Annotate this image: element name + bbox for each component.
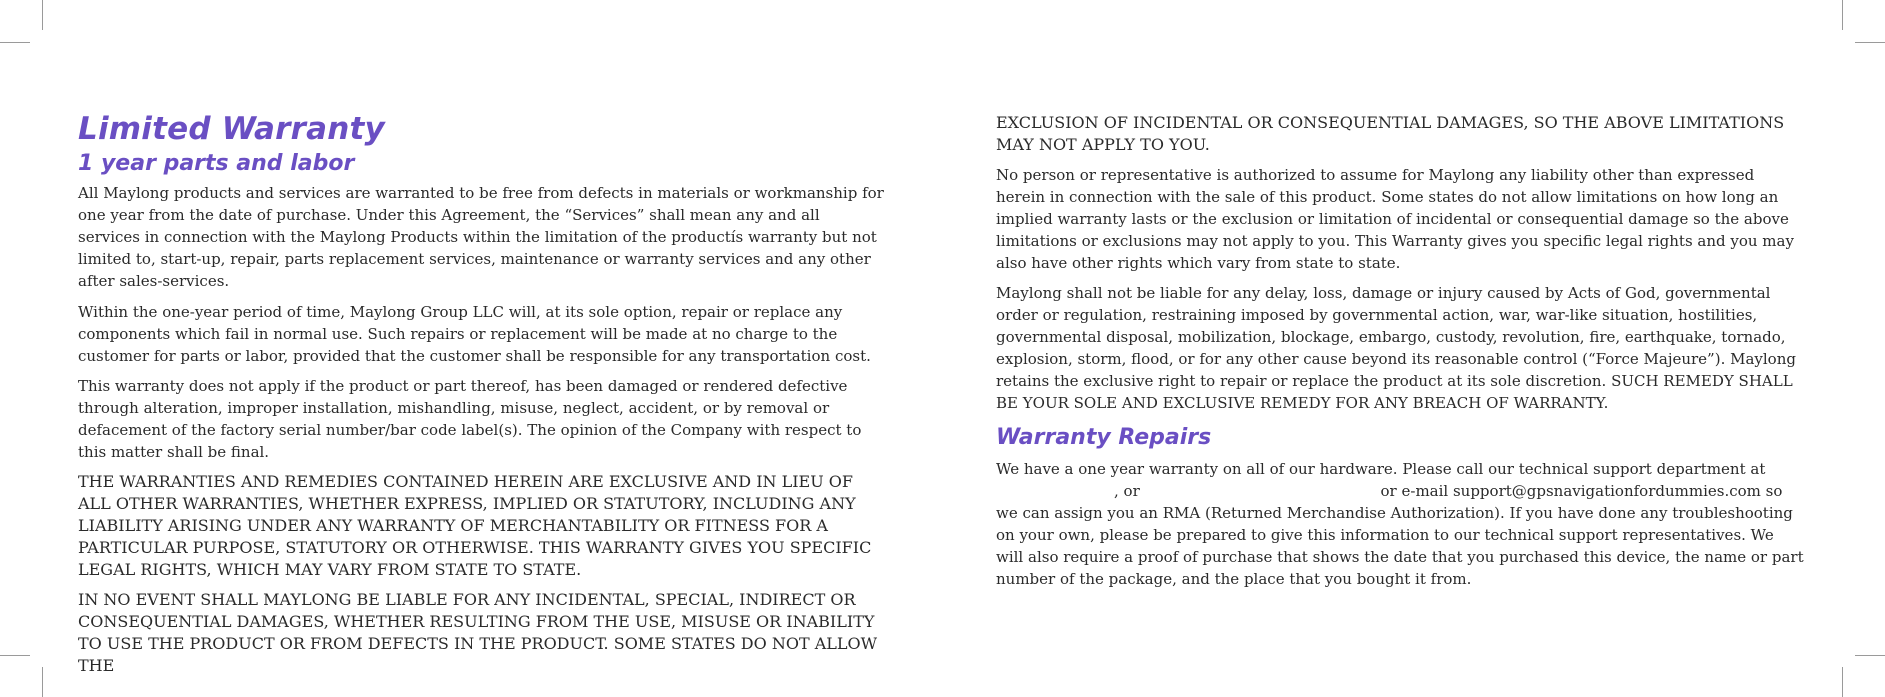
warranty-paragraph-1: All Maylong products and services are warranted to be free from defects in materials or workmanship for one year from the date of purchase. Under this Agreement, the “Services” shall mean any and all services in connection with the Maylong Products within the limitation of the productís warranty but not limited to, start-up, repair, parts replacement services, maintenance or warranty services and any other after sales-services. bbox=[78, 184, 884, 290]
warranty-disclaimer-paragraph: THE WARRANTIES AND REMEDIES CONTAINED HEREIN ARE EXCLUSIVE AND IN LIEU OF ALL OTHER WARRANTIES, WHETHER EXPRESS, IMPLIED OR STATUTORY, INCLUDING ANY LIABILITY ARISING UNDER ANY WARRANTY OF MERCHANTABILITY OR FITNESS FOR A PARTICULAR PURPOSE, STATUTORY OR OTHERWISE. THIS WARRANTY GIVES YOU SPECIFIC LEGAL RIGHTS, WHICH MAY VARY FROM STATE TO STATE. bbox=[78, 472, 872, 579]
repairs-text-part-1: We have a one year warranty on all of our hardware. Please call our technical support department at bbox=[996, 460, 1766, 478]
warranty-repairs-paragraph bbox=[996, 458, 1804, 590]
crop-mark-bottom-left-vertical bbox=[42, 667, 43, 697]
liability-limitation-continuation: EXCLUSION OF INCIDENTAL OR CONSEQUENTIAL DAMAGES, SO THE ABOVE LIMITATIONS MAY NOT APPLY TO YOU. bbox=[996, 113, 1785, 154]
crop-mark-top-right-vertical bbox=[1842, 0, 1843, 30]
force-majeure-paragraph: Maylong shall not be liable for any delay, loss, damage or injury caused by Acts of God, governmental order or regulation, restraining imposed by governmental action, war, war-like situation, hostilities, governmental disposal, mobilization, blockage, embargo, custody, revolution, fire, earthquake, tornado, explosion, storm, flood, or for any other cause beyond its reasonable control (“Force Majeure”). Maylong retains the exclusive right to repair or replace the product at its sole discretion. SUCH REMEDY SHALL BE YOUR SOLE AND EXCLUSIVE REMEDY FOR ANY BREACH OF WARRANTY. bbox=[996, 284, 1796, 412]
crop-mark-bottom-left-horizontal bbox=[0, 655, 30, 656]
warranty-repairs-heading: Warranty Repairs bbox=[996, 425, 1212, 450]
repairs-text-part-3: or e-mail support@gpsnavigationfordummies.com so we can assign you an RMA (Returned Merchandise Authorization). If you have done any troubleshooting on your own, please be prepared to give this information to our technical support representatives. We will also require a proof of purchase that shows the date that you purchased this device, the name or part number of the package, and the place that you bought it from. bbox=[996, 482, 1804, 588]
crop-mark-top-right-horizontal bbox=[1855, 42, 1885, 43]
repairs-text-part-2: , or bbox=[1114, 482, 1140, 500]
page-title: Limited Warranty bbox=[78, 111, 385, 147]
warranty-paragraph-2: Within the one-year period of time, Maylong Group LLC will, at its sole option, repair or replace any components which fail in normal use. Such repairs or replacement will be made at no charge to the customer for parts or labor, provided that the customer shall be responsible for any transportation cost. bbox=[78, 303, 871, 365]
representative-paragraph: No person or representative is authorized to assume for Maylong any liability other than expressed herein in connection with the sale of this product. Some states do not allow limitations on how long an implied warranty lasts or the exclusion or limitation of incidental or consequential damage so the above limitations or exclusions may not apply to you. This Warranty gives you specific legal rights and you may also have other rights which vary from state to state. bbox=[996, 166, 1794, 272]
liability-limitation-paragraph: IN NO EVENT SHALL MAYLONG BE LIABLE FOR ANY INCIDENTAL, SPECIAL, INDIRECT OR CONSEQUENTIAL DAMAGES, WHETHER RESULTING FROM THE USE, MISUSE OR INABILITY TO USE THE PRODUCT OR FROM DEFECTS IN THE PRODUCT. SOME STATES DO NOT ALLOW THE bbox=[78, 590, 878, 675]
left-page bbox=[78, 110, 886, 685]
page-subtitle: 1 year parts and labor bbox=[78, 151, 355, 176]
crop-mark-top-left-vertical bbox=[42, 0, 43, 30]
crop-mark-bottom-right-horizontal bbox=[1855, 655, 1885, 656]
crop-mark-bottom-right-vertical bbox=[1842, 667, 1843, 697]
crop-mark-top-left-horizontal bbox=[0, 42, 30, 43]
right-page bbox=[996, 112, 1804, 598]
warranty-paragraph-3: This warranty does not apply if the product or part thereof, has been damaged or rendered defective through alteration, improper installation, mishandling, misuse, neglect, accident, or by removal or defacement of the factory serial number/bar code label(s). The opinion of the Company with respect to this matter shall be final. bbox=[78, 377, 862, 461]
